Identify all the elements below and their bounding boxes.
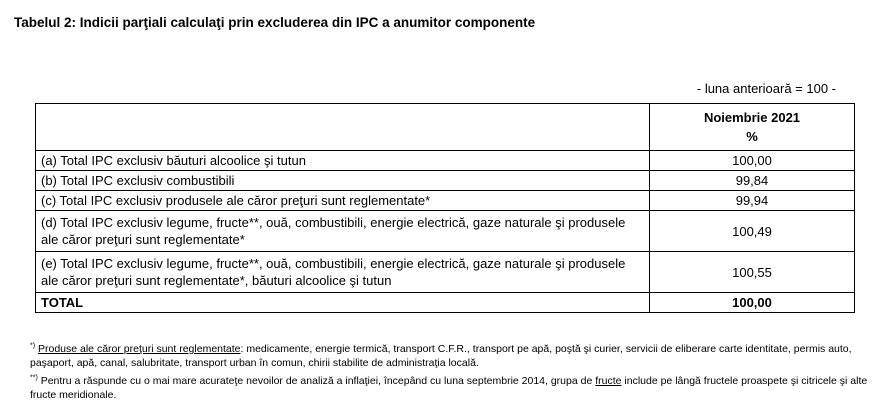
row-value: 99,84	[650, 171, 855, 191]
row-value: 99,94	[650, 191, 855, 211]
footnote-mark: **)	[30, 374, 38, 382]
footnote-text: Pentru a răspunde cu o mai mare acurateţe nevoilor de analiză a inflaţiei, începând cu luna septembrie 2014, grupa de	[37, 375, 596, 387]
footnote-text: include pe lângă fructele proaspete şi citricele şi alte fructe meridionale.	[30, 375, 868, 401]
footnote-fruits	[30, 375, 880, 402]
row-label: (b) Total IPC exclusiv combustibili	[36, 171, 650, 191]
table-title: Tabelul 2: Indicii parţiali calculaţi prin excluderea din IPC a anumitor componente	[14, 15, 536, 30]
base-note: - luna anterioară = 100 -	[696, 81, 836, 96]
footnote-text: : medicamente, energie termică, transport C.F.R., transport pe apă, poştă şi curier, servicii de eliberare carte identitate, permis auto, paşaport, apă, canal, salubritate, transport urban în comun, chirii stabilite de administraţia locală.	[30, 343, 852, 369]
row-label: (c) Total IPC exclusiv produsele ale căror preţuri sunt reglementate*	[36, 191, 650, 211]
footnote-regulated-prices	[30, 343, 880, 370]
table-row	[36, 171, 855, 191]
row-value: 100,00	[650, 151, 855, 171]
header-label-cell	[36, 104, 650, 151]
header-unit: %	[746, 129, 758, 144]
table-row	[36, 191, 855, 211]
row-label: (a) Total IPC exclusiv băuturi alcoolice şi tutun	[36, 151, 650, 171]
data-table	[35, 103, 855, 313]
row-label: (d) Total IPC exclusiv legume, fructe**, ouă, combustibili, energie electrică, gaze naturale şi produsele ale căror preţuri sunt reglementate*	[36, 211, 650, 252]
row-value: 100,55	[650, 252, 855, 293]
table-row	[36, 211, 855, 252]
total-value: 100,00	[650, 293, 855, 313]
total-row	[36, 293, 855, 313]
footnote-term: Produse ale căror preţuri sunt reglementate	[37, 343, 241, 355]
row-value: 100,49	[650, 211, 855, 252]
table-row	[36, 252, 855, 293]
footnote-term: fructe	[595, 375, 622, 387]
header-period: Noiembrie 2021	[703, 110, 801, 125]
footnote-mark: *)	[30, 342, 36, 350]
total-label: TOTAL	[36, 293, 650, 313]
table-row	[36, 151, 855, 171]
table-header-row	[36, 104, 855, 151]
header-value-cell	[650, 104, 855, 151]
row-label: (e) Total IPC exclusiv legume, fructe**, ouă, combustibili, energie electrică, gaze naturale şi produsele ale căror preţuri sunt reglementate*, băuturi alcoolice şi tutun	[36, 252, 650, 293]
